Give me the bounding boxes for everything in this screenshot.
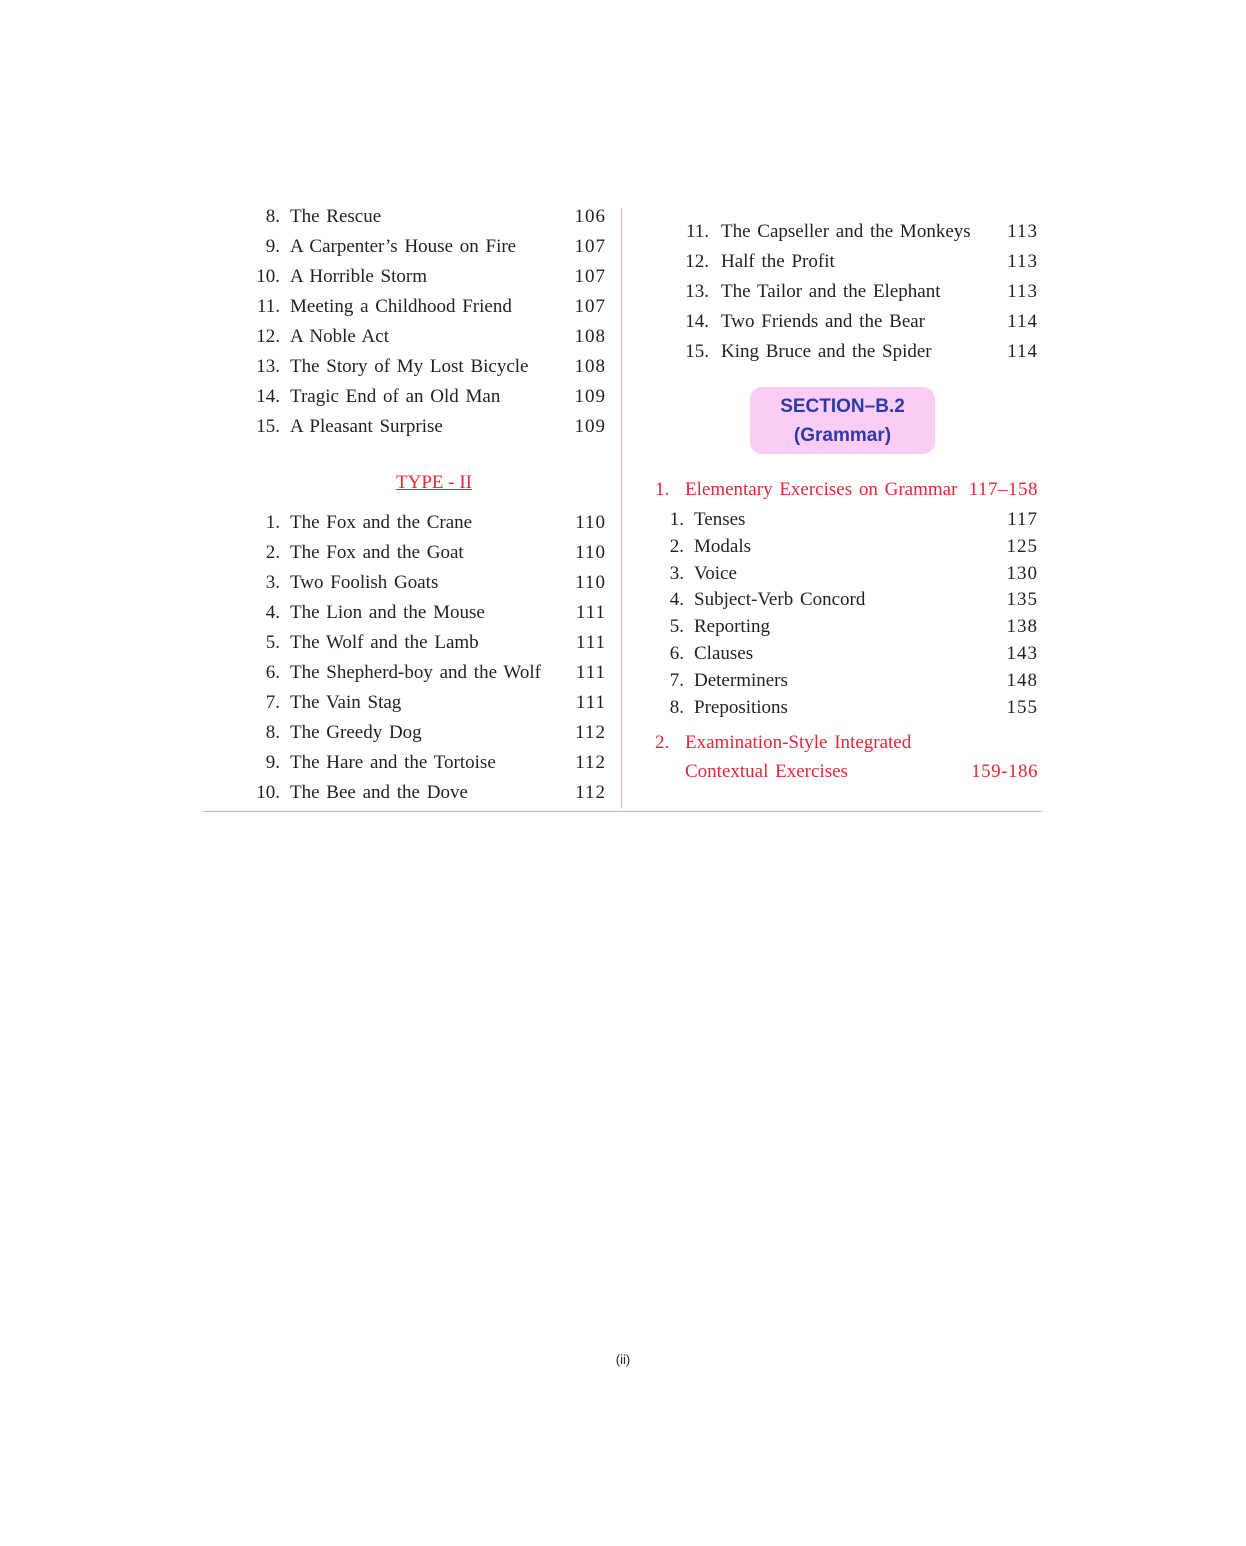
toc-entry-number: 6. bbox=[669, 642, 684, 664]
toc-entry bbox=[248, 202, 610, 232]
toc-entry-page: 125 bbox=[1006, 535, 1038, 557]
toc-entry bbox=[248, 598, 610, 628]
toc-entry-title: The Fox and the Goat bbox=[290, 542, 464, 563]
toc-entry-page: 108 bbox=[574, 326, 606, 347]
toc-entry-number: 5. bbox=[669, 616, 684, 638]
toc-entry-title: The Vain Stag bbox=[290, 692, 402, 713]
toc-entry bbox=[652, 307, 1042, 337]
toc-entry-page: 138 bbox=[1006, 616, 1038, 638]
right-column bbox=[652, 217, 1042, 367]
toc-entry-number: 10. bbox=[256, 266, 280, 287]
toc-entry-page: 109 bbox=[574, 416, 606, 437]
toc-entry-number: 3. bbox=[265, 572, 280, 593]
toc-entry-number: 9. bbox=[265, 236, 280, 257]
toc-entry-number: 11. bbox=[685, 221, 709, 242]
toc-entry bbox=[248, 412, 610, 442]
toc-entry-page: 112 bbox=[575, 752, 606, 773]
toc-entry bbox=[248, 628, 610, 658]
toc-entry-number: 8. bbox=[669, 696, 684, 718]
toc-entry-page: 111 bbox=[575, 602, 606, 623]
toc-entry bbox=[652, 667, 1042, 694]
toc-entry-page: 114 bbox=[1007, 311, 1038, 332]
toc-entry bbox=[248, 658, 610, 688]
type2-continued-list bbox=[652, 217, 1042, 367]
toc-entry bbox=[248, 718, 610, 748]
grammar-heading-1-number: 1. bbox=[655, 479, 670, 500]
toc-entry-page: 112 bbox=[575, 722, 606, 743]
toc-entry-page: 113 bbox=[1007, 281, 1038, 302]
grammar-heading-1-title: Elementary Exercises on Grammar bbox=[685, 479, 958, 500]
toc-entry-page: 130 bbox=[1006, 562, 1038, 584]
toc-entry-page: 117 bbox=[1007, 509, 1038, 530]
toc-entry-title: Two Friends and the Bear bbox=[721, 311, 926, 332]
toc-entry bbox=[652, 247, 1042, 277]
toc-entry bbox=[652, 560, 1042, 587]
toc-entry-number: 7. bbox=[669, 669, 684, 691]
toc-entry-number: 8. bbox=[265, 206, 280, 227]
toc-entry-title: Meeting a Childhood Friend bbox=[290, 296, 512, 317]
type1-list bbox=[248, 202, 610, 442]
toc-entry-title: A Carpenter’s House on Fire bbox=[290, 236, 517, 257]
toc-entry bbox=[652, 586, 1042, 613]
toc-entry-page: 135 bbox=[1006, 589, 1038, 611]
toc-entry bbox=[248, 322, 610, 352]
toc-entry-number: 2. bbox=[669, 535, 684, 557]
toc-entry-page: 111 bbox=[575, 692, 606, 713]
toc-entry bbox=[248, 232, 610, 262]
toc-entry-page: 111 bbox=[575, 632, 606, 653]
toc-entry-number: 11. bbox=[256, 296, 280, 317]
toc-entry-number: 2. bbox=[265, 542, 280, 563]
toc-entry-number: 1. bbox=[669, 509, 684, 530]
toc-entry bbox=[652, 277, 1042, 307]
grammar-list bbox=[652, 506, 1042, 720]
toc-entry-number: 12. bbox=[685, 251, 709, 272]
toc-entry bbox=[652, 506, 1042, 533]
toc-entry bbox=[652, 640, 1042, 667]
toc-entry bbox=[248, 538, 610, 568]
toc-entry-page: 109 bbox=[574, 386, 606, 407]
toc-entry-number: 5. bbox=[265, 632, 280, 653]
toc-entry-page: 111 bbox=[575, 662, 606, 683]
toc-entry-number: 3. bbox=[669, 562, 684, 584]
toc-entry-page: 107 bbox=[574, 236, 606, 257]
toc-entry-title: The Shepherd-boy and the Wolf bbox=[290, 662, 541, 683]
toc-entry-title: Clauses bbox=[694, 642, 754, 664]
toc-entry-page: 106 bbox=[574, 206, 606, 227]
toc-entry-title: A Noble Act bbox=[290, 326, 389, 347]
toc-entry-page: 107 bbox=[574, 296, 606, 317]
type2-list bbox=[248, 508, 610, 808]
toc-entry-title: Half the Profit bbox=[721, 251, 835, 272]
toc-entry-number: 4. bbox=[265, 602, 280, 623]
toc-entry bbox=[652, 217, 1042, 247]
toc-entry-number: 7. bbox=[265, 692, 280, 713]
toc-entry-number: 12. bbox=[256, 326, 280, 347]
toc-entry-title: The Greedy Dog bbox=[290, 722, 422, 743]
toc-entry-number: 15. bbox=[256, 416, 280, 437]
toc-entry-page: 113 bbox=[1007, 221, 1038, 242]
toc-entry-number: 15. bbox=[685, 341, 709, 362]
toc-entry-page: 112 bbox=[575, 782, 606, 803]
toc-entry bbox=[652, 533, 1042, 560]
toc-entry-title: The Wolf and the Lamb bbox=[290, 632, 479, 653]
toc-entry bbox=[248, 688, 610, 718]
toc-entry-number: 14. bbox=[685, 311, 709, 332]
toc-entry bbox=[652, 337, 1042, 367]
toc-entry-title: Two Foolish Goats bbox=[290, 572, 439, 593]
toc-entry-number: 13. bbox=[685, 281, 709, 302]
grammar-heading-1-page: 117–158 bbox=[968, 479, 1038, 500]
bottom-rule bbox=[202, 811, 1042, 812]
toc-entry-title: The Lion and the Mouse bbox=[290, 602, 485, 623]
toc-entry-title: The Hare and the Tortoise bbox=[290, 752, 496, 773]
toc-entry-title: The Fox and the Crane bbox=[290, 512, 473, 533]
toc-entry-page: 108 bbox=[574, 356, 606, 377]
toc-entry-number: 13. bbox=[256, 356, 280, 377]
toc-entry-number: 9. bbox=[265, 752, 280, 773]
grammar-heading-2-title-line1: Examination-Style Integrated bbox=[685, 732, 912, 753]
section-title: SECTION–B.2 bbox=[780, 396, 905, 417]
toc-entry bbox=[248, 508, 610, 538]
toc-entry-number: 6. bbox=[265, 662, 280, 683]
toc-entry-number: 14. bbox=[256, 386, 280, 407]
type2-heading: TYPE - II bbox=[396, 472, 472, 493]
toc-entry bbox=[248, 262, 610, 292]
toc-entry-page: 155 bbox=[1006, 696, 1038, 718]
toc-entry bbox=[248, 382, 610, 412]
section-b2-box bbox=[750, 387, 935, 454]
toc-entry-title: Voice bbox=[694, 562, 737, 584]
toc-entry-page: 110 bbox=[575, 512, 606, 533]
toc-entry-title: The Capseller and the Monkeys bbox=[721, 221, 971, 242]
toc-entry-title: Modals bbox=[694, 535, 751, 557]
section-subtitle: (Grammar) bbox=[793, 425, 892, 446]
toc-entry bbox=[248, 748, 610, 778]
toc-entry-title: The Tailor and the Elephant bbox=[721, 281, 941, 302]
toc-entry bbox=[248, 352, 610, 382]
toc-entry-number: 1. bbox=[265, 512, 280, 533]
toc-entry bbox=[652, 613, 1042, 640]
toc-entry-title: Prepositions bbox=[694, 696, 788, 718]
toc-entry bbox=[248, 568, 610, 598]
toc-entry-page: 110 bbox=[575, 572, 606, 593]
toc-entry-title: Tenses bbox=[694, 509, 746, 530]
toc-entry-title: The Bee and the Dove bbox=[290, 782, 468, 803]
grammar-heading-2-number: 2. bbox=[655, 732, 670, 753]
page-number: (ii) bbox=[615, 1352, 631, 1367]
toc-entry-title: The Rescue bbox=[290, 206, 382, 227]
toc-entry-title: A Pleasant Surprise bbox=[290, 416, 443, 437]
grammar-heading-2-page: 159-186 bbox=[971, 761, 1038, 782]
toc-entry-page: 143 bbox=[1006, 642, 1038, 664]
grammar-heading-2-title-line2: Contextual Exercises bbox=[685, 761, 848, 782]
toc-entry bbox=[248, 778, 610, 808]
toc-entry-number: 4. bbox=[669, 589, 684, 611]
toc-entry-page: 148 bbox=[1006, 669, 1038, 691]
left-column bbox=[248, 202, 610, 808]
toc-entry-title: Tragic End of an Old Man bbox=[290, 386, 501, 407]
toc-entry-number: 10. bbox=[256, 782, 280, 803]
toc-entry-page: 113 bbox=[1007, 251, 1038, 272]
toc-entry-title: The Story of My Lost Bicycle bbox=[290, 356, 529, 377]
toc-entry-page: 114 bbox=[1007, 341, 1038, 362]
column-divider bbox=[621, 208, 622, 808]
toc-entry-page: 110 bbox=[575, 542, 606, 563]
toc-entry-title: Determiners bbox=[694, 669, 788, 691]
toc-entry bbox=[652, 694, 1042, 721]
toc-entry-page: 107 bbox=[574, 266, 606, 287]
toc-entry-number: 8. bbox=[265, 722, 280, 743]
toc-entry-title: A Horrible Storm bbox=[290, 266, 427, 287]
toc-entry bbox=[248, 292, 610, 322]
toc-entry-title: Subject-Verb Concord bbox=[694, 589, 866, 611]
toc-entry-title: Reporting bbox=[694, 616, 770, 638]
toc-entry-title: King Bruce and the Spider bbox=[721, 341, 932, 362]
